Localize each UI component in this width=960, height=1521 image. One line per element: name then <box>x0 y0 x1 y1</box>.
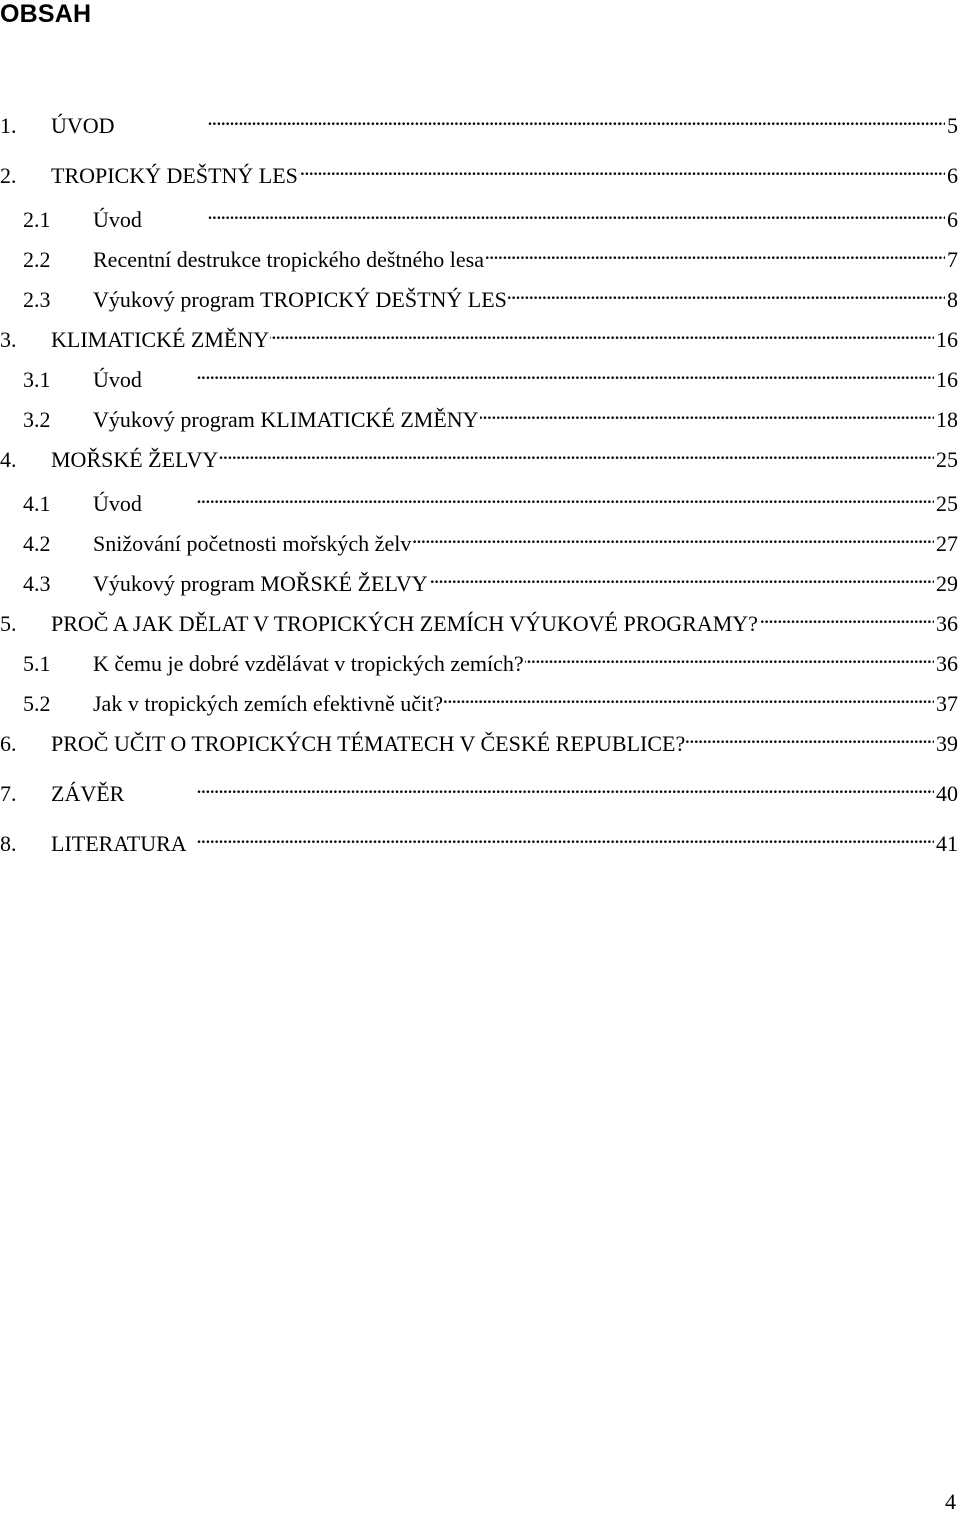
toc-entry[interactable] <box>0 197 960 232</box>
toc-dot-leader <box>508 277 945 307</box>
page-title: OBSAH <box>0 0 92 28</box>
toc-entry-number: 4.3 <box>23 571 51 596</box>
toc-entry[interactable] <box>0 437 960 472</box>
toc-entry-number: 3.1 <box>23 367 51 392</box>
toc-entry-number: 6. <box>0 731 17 756</box>
toc-dot-leader <box>444 681 934 711</box>
toc-dot-leader <box>412 521 934 551</box>
toc-entry[interactable] <box>0 397 960 432</box>
toc-entry-page[interactable]: 6 <box>947 207 958 232</box>
toc-dot-leader <box>299 153 945 183</box>
toc-entry[interactable] <box>0 821 960 856</box>
toc-entry[interactable] <box>0 481 960 516</box>
toc-dot-leader <box>525 641 934 671</box>
toc-entry-number: 2.2 <box>23 247 51 272</box>
toc-entry-number: 3.2 <box>23 407 51 432</box>
toc-entry-title[interactable]: Úvod <box>93 491 142 516</box>
toc-dot-leader <box>125 771 934 801</box>
toc-entry[interactable] <box>0 357 960 392</box>
toc-entry-title[interactable]: K čemu je dobré vzdělávat v tropických zemích? <box>93 651 524 676</box>
toc-entry-page[interactable]: 6 <box>947 163 958 188</box>
toc-entry-page[interactable]: 27 <box>936 531 958 556</box>
toc-dot-leader <box>143 197 945 227</box>
toc-dot-leader <box>188 821 934 851</box>
toc-entry[interactable] <box>0 277 960 312</box>
toc-entry-page[interactable]: 37 <box>936 691 958 716</box>
toc-entry[interactable] <box>0 721 960 756</box>
toc-entry[interactable] <box>0 641 960 676</box>
toc-entry-number: 3. <box>0 327 17 352</box>
toc-dot-leader <box>485 237 945 267</box>
toc-dot-leader <box>143 481 934 511</box>
toc-entry-title[interactable]: LITERATURA <box>51 831 187 856</box>
page-number: 4 <box>945 1489 956 1514</box>
toc-entry-title[interactable]: ÚVOD <box>51 113 115 138</box>
toc-entry-page[interactable]: 25 <box>936 491 958 516</box>
toc-entry-page[interactable]: 36 <box>936 651 958 676</box>
toc-entry[interactable] <box>0 237 960 272</box>
toc-entry-page[interactable]: 39 <box>936 731 958 756</box>
toc-entry-number: 4. <box>0 447 17 472</box>
toc-entry-number: 5.1 <box>23 651 51 676</box>
toc-dot-leader <box>759 601 934 631</box>
toc-entry-title[interactable]: PROČ A JAK DĚLAT V TROPICKÝCH ZEMÍCH VÝUKOVÉ PROGRAMY? <box>51 611 758 636</box>
toc-entry-page[interactable]: 29 <box>936 571 958 596</box>
toc-entry-number: 2.1 <box>23 207 51 232</box>
toc-entry-page[interactable]: 25 <box>936 447 958 472</box>
toc-entry[interactable] <box>0 103 960 138</box>
toc-entry-number: 1. <box>0 113 17 138</box>
toc-entry[interactable] <box>0 561 960 596</box>
toc-entry-number: 8. <box>0 831 17 856</box>
toc-dot-leader <box>686 721 934 751</box>
toc-dot-leader <box>429 561 934 591</box>
toc-entry-title[interactable]: Výukový program KLIMATICKÉ ZMĚNY <box>93 407 479 432</box>
toc-entry-title[interactable]: Snižování početnosti mořských želv <box>93 531 412 556</box>
toc-entry[interactable] <box>0 317 960 352</box>
toc-entry-number: 4.2 <box>23 531 51 556</box>
toc-entry-title[interactable]: Úvod <box>93 207 142 232</box>
toc-entry-number: 2.3 <box>23 287 51 312</box>
toc-entry-title[interactable]: KLIMATICKÉ ZMĚNY <box>51 327 270 352</box>
toc-entry[interactable] <box>0 681 960 716</box>
toc-entry-title[interactable]: Výukový program TROPICKÝ DEŠTNÝ LES <box>93 287 507 312</box>
toc-dot-leader <box>270 317 934 347</box>
toc-entry-page[interactable]: 16 <box>936 367 958 392</box>
toc-entry-number: 4.1 <box>23 491 51 516</box>
toc-entry-number: 2. <box>0 163 17 188</box>
toc-entry-title[interactable]: TROPICKÝ DEŠTNÝ LES <box>51 163 298 188</box>
toc-entry-number: 5.2 <box>23 691 51 716</box>
toc-entry[interactable] <box>0 153 960 188</box>
toc-dot-leader <box>480 397 934 427</box>
toc-entry-page[interactable]: 7 <box>947 247 958 272</box>
toc-entry-title[interactable]: PROČ UČIT O TROPICKÝCH TÉMATECH V ČESKÉ REPUBLICE? <box>51 731 686 756</box>
toc-entry-title[interactable]: MOŘSKÉ ŽELVY <box>51 447 219 472</box>
toc-entry-title[interactable]: Úvod <box>93 367 142 392</box>
toc-entry-title[interactable]: Recentní destrukce tropického deštného lesa <box>93 247 484 272</box>
toc-entry-title[interactable]: ZÁVĚR <box>51 781 125 806</box>
toc-entry-page[interactable]: 40 <box>936 781 958 806</box>
toc-dot-leader <box>219 437 934 467</box>
toc-entry-title[interactable]: Výukový program MOŘSKÉ ŽELVY <box>93 571 428 596</box>
toc-entry[interactable] <box>0 771 960 806</box>
toc-entry-number: 5. <box>0 611 17 636</box>
toc-entry-page[interactable]: 8 <box>947 287 958 312</box>
toc-dot-leader <box>116 103 945 133</box>
toc-entry-page[interactable]: 41 <box>936 831 958 856</box>
toc-entry[interactable] <box>0 601 960 636</box>
toc-entry-number: 7. <box>0 781 17 806</box>
toc-entry-page[interactable]: 5 <box>947 113 958 138</box>
toc-entry-page[interactable]: 16 <box>936 327 958 352</box>
toc-entry[interactable] <box>0 521 960 556</box>
toc-entry-page[interactable]: 36 <box>936 611 958 636</box>
toc-entry-page[interactable]: 18 <box>936 407 958 432</box>
toc-entry-title[interactable]: Jak v tropických zemích efektivně učit? <box>93 691 444 716</box>
toc-dot-leader <box>143 357 934 387</box>
